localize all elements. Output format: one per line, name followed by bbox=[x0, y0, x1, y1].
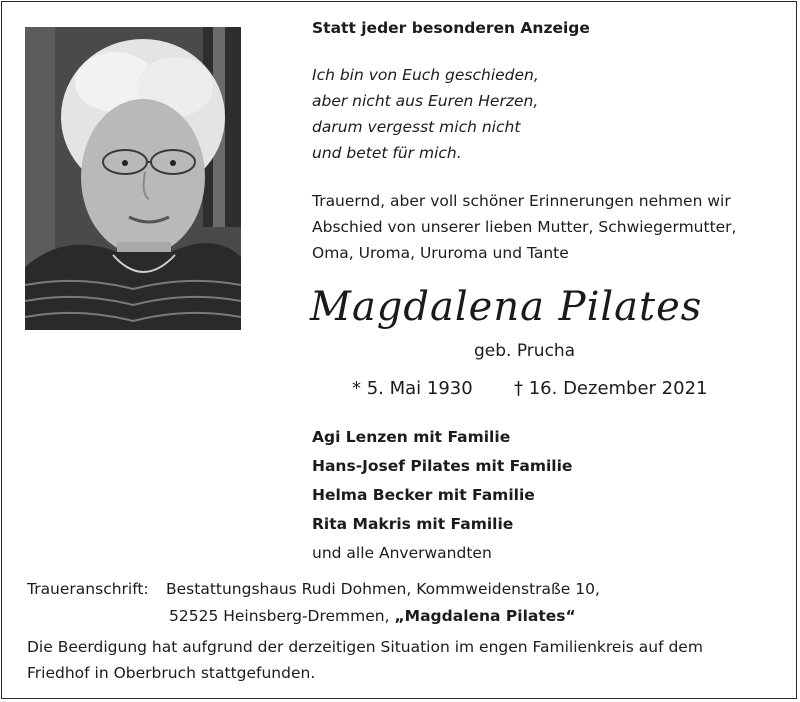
poem-line: und betet für mich. bbox=[312, 144, 462, 162]
death-date: † 16. Dezember 2021 bbox=[514, 378, 708, 399]
notice-line: Friedhof in Oberbruch stattgefunden. bbox=[27, 664, 316, 682]
birth-date: * 5. Mai 1930 bbox=[352, 378, 473, 399]
poem-line: darum vergesst mich nicht bbox=[312, 118, 521, 136]
deceased-name: Magdalena Pilates bbox=[310, 284, 703, 330]
intro-line: Abschied von unserer lieben Mutter, Schwiegermutter, bbox=[312, 218, 737, 236]
relatives-text: und alle Anverwandten bbox=[312, 544, 492, 562]
address-line: Bestattungshaus Rudi Dohmen, Kommweidenstraße 10, bbox=[166, 580, 600, 598]
header-text: Statt jeder besonderen Anzeige bbox=[312, 19, 590, 37]
mourner: Hans-Josef Pilates mit Familie bbox=[312, 457, 573, 475]
intro-line: Oma, Uroma, Ururoma und Tante bbox=[312, 244, 569, 262]
mourner: Helma Becker mit Familie bbox=[312, 486, 535, 504]
birth-name: geb. Prucha bbox=[474, 341, 576, 361]
intro-line: Trauernd, aber voll schöner Erinnerungen nehmen wir bbox=[312, 192, 731, 210]
address-reference: „Magdalena Pilates“ bbox=[394, 607, 576, 625]
address-city: 52525 Heinsberg-Dremmen, bbox=[169, 607, 390, 625]
poem-line: aber nicht aus Euren Herzen, bbox=[312, 92, 539, 110]
poem-line: Ich bin von Euch geschieden, bbox=[312, 66, 539, 84]
address-label: Traueranschrift: bbox=[27, 580, 149, 598]
address-line bbox=[169, 609, 576, 625]
mourner: Agi Lenzen mit Familie bbox=[312, 428, 511, 446]
mourner: Rita Makris mit Familie bbox=[312, 515, 514, 533]
notice-line: Die Beerdigung hat aufgrund der derzeitigen Situation im engen Familienkreis auf dem bbox=[27, 638, 703, 656]
portrait-photo bbox=[25, 27, 241, 330]
